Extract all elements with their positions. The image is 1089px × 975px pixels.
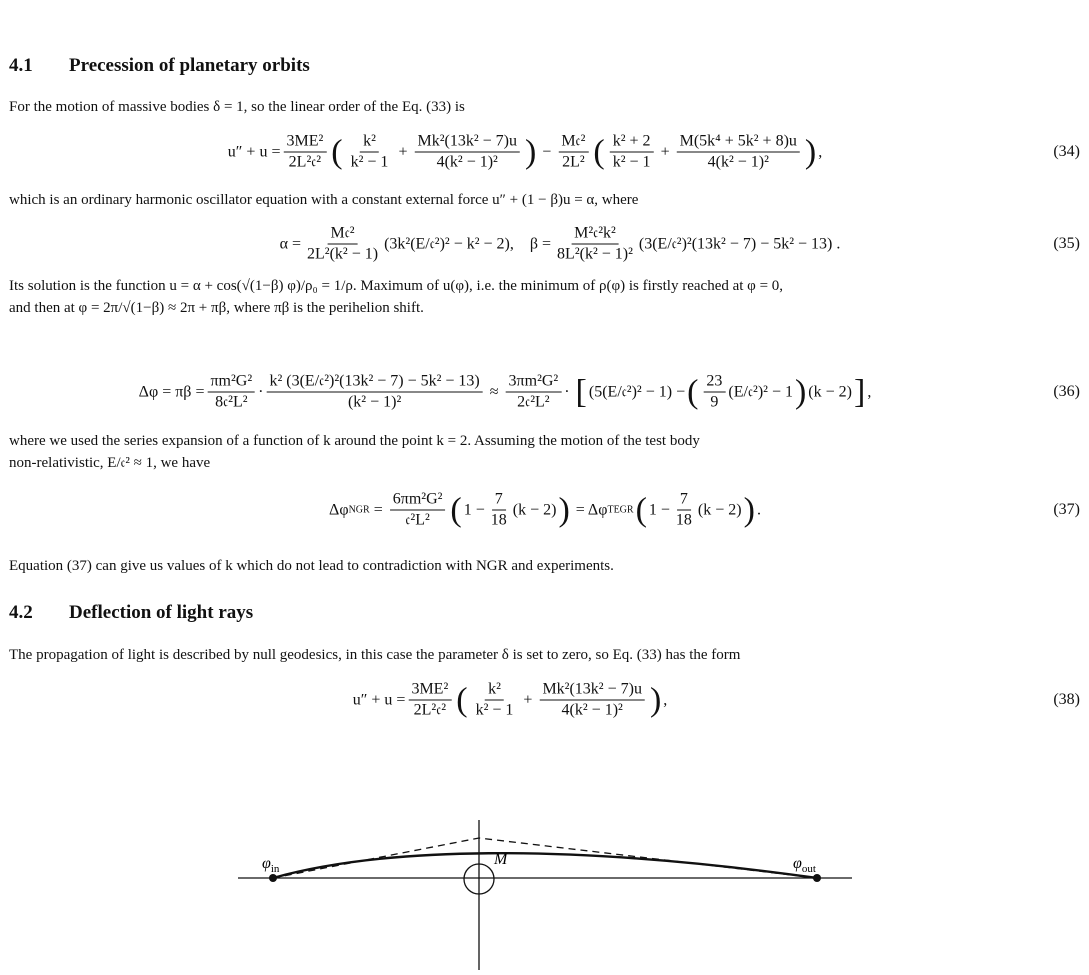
equation-body: u″ + u = $\frac{\text{3ME²}}{\text{2L²𝔠²}}$ ( $\frac{\text{k²}}{\text{k² − 1}}$ + $\frac{\text{Mk²(13k² − 7)u}}{\text{4(k² − 1)²}}$ ) − $\frac{\text{M𝔠²}}{\text{2L²}}$ ( $\frac{\text{k² + 2}}{\text{k² − 1}}$ + $\frac{\text{M(5k⁴ + 5k² + 8)u}}{\text{4(k² − 1)²}}$ ) ,: [227, 132, 823, 171]
equation-number: (37): [1053, 501, 1080, 518]
frac-num: k² + 2: [610, 133, 654, 153]
phi-subscript: in: [270, 863, 280, 875]
frac-num: 6πm²G²: [390, 491, 446, 511]
label-phi-out: [793, 855, 816, 875]
section-number: 4.1: [9, 55, 33, 76]
eq-term: (3(E/𝔠²)²(13k² − 7) − 5k² − 13) .: [638, 235, 841, 252]
frac-den: 8L²(k² − 1)²: [557, 245, 633, 263]
frac-den: 2𝔠²L²: [517, 393, 550, 411]
phi-subscript: out: [801, 863, 816, 875]
source-point: [269, 874, 277, 882]
frac-num: 3ME²: [408, 681, 451, 701]
paragraph-5: Equation (37) can give us values of k which do not lead to contradiction with NGR and experiments.: [9, 558, 614, 574]
subscript: NGR: [348, 504, 370, 516]
frac-num: 3πm²G²: [506, 373, 562, 393]
frac-den: 𝔠²L²: [405, 511, 430, 529]
frac-num: Mk²(13k² − 7)u: [414, 133, 520, 153]
paragraph-1: For the motion of massive bodies δ = 1, so the linear order of the Eq. (33) is: [9, 99, 465, 115]
section-heading-4-1: [9, 55, 310, 77]
paragraph-4-line-2: non-relativistic, E/𝔠² ≈ 1, we have: [9, 455, 211, 471]
section-heading-4-2: [9, 602, 253, 624]
frac-num: 7: [677, 491, 691, 511]
eq-term: 1 −: [463, 501, 485, 518]
frac-den: 9: [710, 393, 719, 411]
paragraph-3: [9, 275, 1081, 319]
paragraph-6: The propagation of light is described by null geodesics, in this case the parameter δ is set to zero, so Eq. (33) has the form: [9, 647, 741, 663]
equation-38: [0, 680, 1089, 720]
section-title: Precession of planetary orbits: [69, 55, 310, 76]
eq-term: (E/𝔠²)² − 1: [728, 383, 793, 400]
frac-den: k² − 1: [350, 153, 389, 171]
frac-den: 2L²: [562, 153, 585, 171]
equation-37: [0, 490, 1089, 530]
eq-lhs: Δφ: [329, 501, 349, 518]
frac-num: 7: [492, 491, 506, 511]
frac-num: πm²G²: [207, 373, 255, 393]
eq-lhs: Δφ = πβ =: [138, 383, 205, 400]
frac-num: Mk²(13k² − 7)u: [539, 681, 645, 701]
frac-num: M𝔠²: [328, 225, 358, 245]
equation-body: u″ + u = $\frac{\text{3ME²}}{\text{2L²𝔠²}}$ ( $\frac{\text{k²}}{\text{k² − 1}}$ + $\frac{\text{Mk²(13k² − 7)u}}{\text{4(k² − 1)²}}$ ) ,: [352, 680, 668, 719]
frac-den: 4(k² − 1)²: [707, 153, 769, 171]
eq-term: = Δφ: [575, 501, 608, 518]
eq-lhs: u″ + u =: [227, 143, 281, 160]
asymptote-dashed: [270, 838, 817, 878]
frac-den: 8𝔠²L²: [215, 393, 248, 411]
equation-number: (34): [1053, 143, 1080, 160]
frac-num: k²: [360, 133, 379, 153]
frac-num: k²: [485, 681, 504, 701]
eq-term: (5(E/𝔠²)² − 1) −: [588, 383, 686, 400]
eq-lhs: u″ + u =: [352, 691, 406, 708]
frac-den: k² − 1: [612, 153, 651, 171]
phi-symbol: φ: [793, 855, 802, 872]
paragraph-4-line-1: where we used the series expansion of a function of k around the point k = 2. Assuming the motion of the test body: [9, 433, 700, 449]
paragraph-4: [9, 430, 1081, 474]
equation-body: Δφ = πβ = $\frac{\text{πm²G²}}{\text{8𝔠²L²}}$ · $\frac{\text{k² (3(E/𝔠²)²(13k² − 7) − 5k² − 13)}}{\text{(k² − 1)²}}$ ≈ $\frac{\text{3πm²G²}}{\text{2𝔠²L²}}$ · [ (5(E/𝔠²)² − 1) − ( $\frac{23}{9}$ (E/𝔠²)² − 1 ) (k − 2) ] ,: [138, 372, 872, 411]
label-phi-in: [262, 855, 280, 875]
frac-den: 4(k² − 1)²: [436, 153, 498, 171]
frac-num: k² (3(E/𝔠²)²(13k² − 7) − 5k² − 13): [266, 373, 482, 393]
eq-term: (k − 2): [512, 501, 557, 518]
paragraph-3-line-1: Its solution is the function u = α + cos(√(1−β) φ)/ρ₀ = 1/ρ. Maximum of u(φ), i.e. the minimum of ρ(φ) is firstly reached at φ = 0,: [9, 278, 784, 294]
frac-den: 18: [675, 511, 692, 529]
paragraph-3-line-2: and then at φ = 2π/√(1−β) ≈ 2π + πβ, where πβ is the perihelion shift.: [9, 300, 424, 316]
equation-body: [280, 225, 841, 264]
eq-lhs: β =: [529, 235, 552, 252]
label-mass: M: [494, 851, 508, 868]
frac-den: 18: [490, 511, 507, 529]
paragraph-2: which is an ordinary harmonic oscillator equation with a constant external force u″ + (1 − β)u = α, where: [9, 192, 639, 208]
equation-36: [0, 368, 1089, 416]
equation-number: (36): [1053, 383, 1080, 400]
phi-symbol: φ: [262, 855, 271, 872]
subscript: TEGR: [607, 504, 634, 516]
frac-num: M𝔠²: [558, 133, 588, 153]
equation-34: [0, 132, 1089, 172]
equation-number: (38): [1053, 691, 1080, 708]
eq-term: 1 −: [648, 501, 670, 518]
equation-35: [0, 224, 1089, 264]
equation-number: (35): [1053, 235, 1080, 252]
frac-den: k² − 1: [475, 701, 514, 719]
eq-term: (k − 2): [697, 501, 742, 518]
eq-term: (k − 2): [808, 383, 852, 400]
frac-den: 2L²𝔠²: [288, 153, 322, 171]
eq-term: (3k²(E/𝔠²)² − k² − 2),: [384, 235, 514, 252]
frac-den: 2L²(k² − 1): [307, 245, 379, 263]
deflection-figure: [0, 820, 1089, 975]
section-number: 4.2: [9, 602, 33, 623]
frac-den: 4(k² − 1)²: [561, 701, 623, 719]
frac-num: M²𝔠²k²: [571, 225, 619, 245]
section-title: Deflection of light rays: [69, 602, 254, 623]
frac-den: (k² − 1)²: [347, 393, 402, 411]
equation-body: Δφ NGR = $\frac{\text{6πm²G²}}{\text{𝔠²L²}}$ ( 1 − $\frac{7}{18}$ (k − 2) ) = Δφ TEGR ( 1 − $\frac{7}{18}$ (k − 2) ) .: [329, 490, 761, 529]
frac-den: 2L²𝔠²: [413, 701, 447, 719]
frac-num: 23: [703, 373, 725, 393]
frac-num: M(5k⁴ + 5k² + 8)u: [677, 133, 800, 153]
frac-num: 3ME²: [283, 133, 326, 153]
eq-lhs: α =: [279, 235, 302, 252]
observer-point: [813, 874, 821, 882]
light-ray-curve: [270, 853, 817, 878]
